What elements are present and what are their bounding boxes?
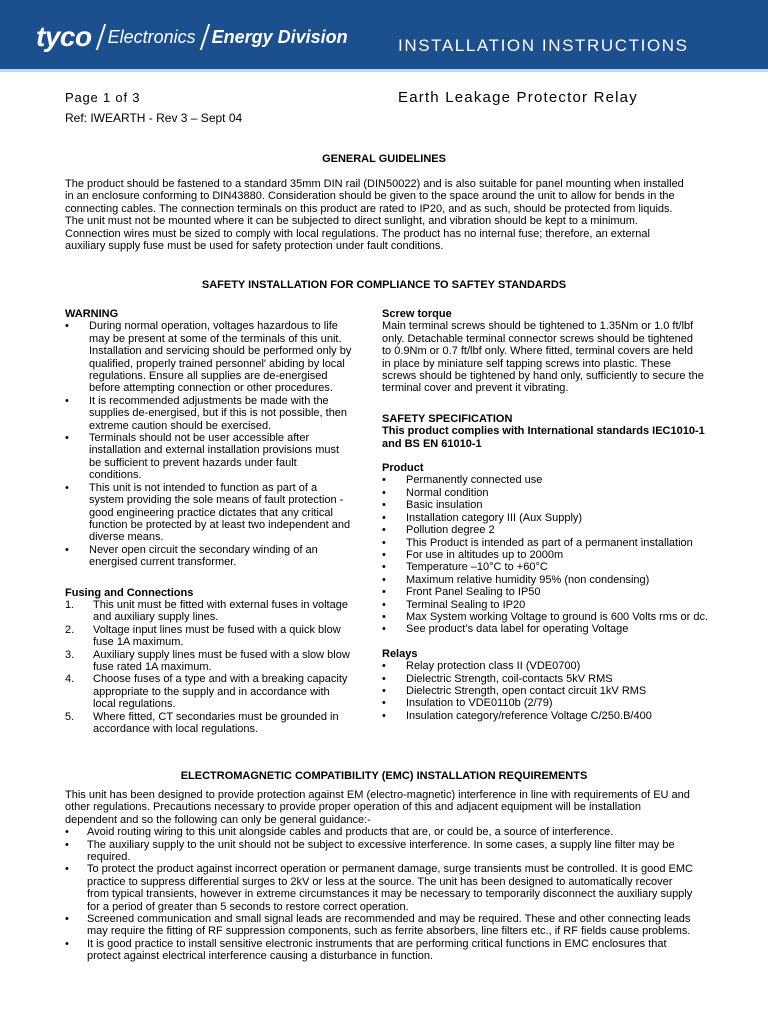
text-line: • Never open circuit the secondary winding of an — [89, 543, 318, 556]
list-number: 3. — [65, 648, 75, 661]
list-item: • Permanently connected use — [382, 474, 727, 486]
text-line: in place by miniature self tapping screws into plastic. These — [382, 357, 671, 370]
product-heading: Product — [382, 462, 424, 475]
text-line: • It is good practice to install sensitive electronic instruments that are performing critical functions in EMC enclosures that — [87, 937, 667, 950]
text-line: to 0.9Nm or 0.7 ft/lbf only. Where fitted, terminal covers are held — [382, 345, 693, 358]
screw-torque-text — [382, 320, 727, 394]
list-item — [65, 913, 725, 938]
text-line: from typical transients, however in extreme circumstances it may be necessary to temporarily disconnect the auxiliary supply — [87, 888, 693, 901]
list-item — [65, 544, 365, 569]
list-item — [65, 863, 725, 913]
list-item: • Installation category III (Aux Supply) — [382, 512, 727, 524]
general-guidelines-heading: GENERAL GUIDELINES — [322, 153, 446, 165]
safety-spec-standards: and BS EN 61010-1 — [382, 437, 482, 450]
list-number: 2. — [65, 623, 75, 636]
text-line: The product should be fastened to a standard 35mm DIN rail (DIN50022) and is also suitable for panel mounting when installed — [65, 178, 684, 190]
text-line: before attempting connection or other procedures. — [89, 382, 333, 395]
text-line: • During normal operation, voltages hazardous to life — [89, 320, 338, 333]
warning-list — [65, 320, 365, 568]
text-line: screws should be tightened by hand only, sufficiently to secure the — [382, 370, 704, 383]
page-header — [0, 0, 768, 72]
list-item: • Normal condition — [382, 487, 727, 499]
screw-torque-heading: Screw torque — [382, 308, 452, 320]
text-line: qualified, properly trained personnel' abiding by local — [89, 357, 345, 370]
list-number: 5. — [65, 710, 75, 723]
list-item: • Relay protection class II (VDE0700) — [382, 660, 727, 672]
safety-spec-heading: SAFETY SPECIFICATION — [382, 412, 513, 425]
relays-heading: Relays — [382, 647, 418, 660]
list-item — [65, 320, 365, 394]
list-item — [65, 432, 365, 482]
logo-electronics: Electronics — [107, 26, 196, 47]
text-line: for a period of greater than 5 seconds to restore correct operation. — [87, 900, 409, 913]
emc-text — [65, 789, 725, 963]
text-line: regulations. Ensure all supplies are de-energised — [89, 370, 328, 383]
warning-heading: WARNING — [65, 308, 119, 320]
list-item: • Max System working Voltage to ground is 600 Volts rms or dc. — [382, 611, 727, 623]
list-item: • See product’s data label for operating Voltage — [382, 623, 727, 635]
product-list — [382, 474, 727, 635]
text-line: fuse 1A maximum. — [93, 636, 184, 649]
text-line: accordance with local regulations. — [93, 723, 259, 735]
text-line: Connection wires must be sized to comply with local regulations. The product has no internal fuse; therefore, an external — [65, 227, 650, 240]
list-number: 4. — [65, 673, 75, 686]
list-item — [65, 673, 365, 710]
list-item: • This Product is intended as part of a permanent installation — [382, 537, 727, 549]
list-number: 1. — [65, 598, 75, 611]
text-line: This unit must be fitted with external fuses in voltage — [93, 598, 348, 611]
page-number: Page 1 of 3 — [65, 90, 141, 105]
text-line: good engineering practice dictates that any critical — [89, 506, 333, 519]
text-line: function be protected by at least two independent and — [89, 518, 351, 531]
text-line: Installation and servicing should be performed only by — [89, 345, 352, 358]
fusing-list — [65, 599, 365, 735]
relays-list — [382, 660, 727, 722]
text-line: • This unit is not intended to function as part of a — [89, 481, 318, 494]
list-item — [65, 395, 365, 432]
list-item: • Insulation to VDE0110b (2/79) — [382, 697, 727, 709]
text-line: appropriate to the supply and in accordance with — [93, 685, 330, 698]
text-line: • Avoid routing wiring to this unit alongside cables and products that are, or could be, a source of interference. — [87, 826, 614, 839]
text-line: Voltage input lines must be fused with a quick blow — [93, 623, 341, 636]
text-line: • The auxiliary supply to the unit should not be subject to excessive interference. In some cases, a supply line filter may be — [87, 838, 675, 851]
company-logo — [36, 22, 348, 52]
text-line: auxiliary supply fuse must be used for safety protection under fault conditions. — [65, 240, 444, 253]
text-line: required. — [87, 851, 131, 864]
text-line: This unit has been designed to provide protection against EM (electro-magnetic) interference in line with requirements of EU and — [65, 789, 690, 801]
text-line: system providing the sole means of fault protection - — [89, 494, 344, 507]
text-line: Choose fuses of a type and with a breaking capacity — [93, 673, 348, 686]
list-item — [65, 839, 725, 864]
list-item: • Dielectric Strength, coil-contacts 5kV RMS — [382, 673, 727, 685]
header-title: INSTALLATION INSTRUCTIONS — [398, 36, 689, 55]
text-line: • Terminals should not be user accessible after — [89, 432, 310, 445]
text-line: protect against electrical interference causing a disturbance in function. — [87, 950, 434, 963]
general-guidelines-text — [65, 178, 725, 252]
text-line: connecting cables. The connection terminals on this product are rated to IP20, and as such, should be protected from liquids. — [65, 202, 673, 215]
text-line: terminal cover and prevent it vibrating. — [382, 382, 569, 395]
text-line: in an enclosure conforming to DIN43880. Consideration should be given to the space around the unit to allow for bends in the — [65, 190, 675, 203]
text-line: • To protect the product against incorrect operation or permanent damage, surge transients must be controlled. It is good EMC — [87, 863, 693, 876]
list-item: • Maximum relative humidity 95% (non condensing) — [382, 574, 727, 586]
list-item: • Temperature –10°C to +60°C — [382, 561, 727, 573]
text-line: supplies de-energised, but if this is not possible, then — [89, 407, 348, 420]
text-line: dependent and so the following can only be general guidance:- — [65, 813, 371, 826]
emc-list — [65, 826, 725, 962]
text-line: may be present at some of the terminals of this unit. — [89, 332, 342, 345]
emc-heading: ELECTROMAGNETIC COMPATIBILITY (EMC) INSTALLATION REQUIREMENTS — [180, 770, 588, 782]
list-item: • Terminal Sealing to IP20 — [382, 599, 727, 611]
list-item: • Front Panel Sealing to IP50 — [382, 586, 727, 598]
text-line: be sufficient to prevent hazards under fault — [89, 456, 297, 469]
list-item: • Dielectric Strength, open contact circuit 1kV RMS — [382, 685, 727, 697]
list-item — [65, 482, 365, 544]
logo-divider — [95, 24, 105, 50]
text-line: and auxiliary supply lines. — [93, 611, 219, 624]
text-line: fuse rated 1A maximum. — [93, 660, 212, 673]
list-item — [65, 826, 725, 838]
list-item — [65, 938, 725, 963]
text-line: other regulations. Precautions necessary to provide proper operation of this and adjacent equipment will be installation — [65, 801, 642, 814]
list-item — [65, 624, 365, 649]
text-line: only. Detachable terminal connector screws should be tightened — [382, 332, 694, 345]
list-item: • For use in altitudes up to 2000m — [382, 549, 727, 561]
safety-heading: SAFETY INSTALLATION FOR COMPLIANCE TO SAFTEY STANDARDS — [201, 279, 567, 291]
text-line: may require the fitting of RF suppression components, such as ferrite absorbers, line filters etc., if RF fields cause problems. — [87, 925, 691, 938]
list-item: • Pollution degree 2 — [382, 524, 727, 536]
document-title: Earth Leakage Protector Relay — [398, 89, 638, 106]
list-item — [65, 711, 365, 736]
text-line: Where fitted, CT secondaries must be grounded in — [93, 710, 339, 723]
text-line: The unit must not be mounted where it can be subjected to direct sunlight, and vibration should be kept to a minimum. — [65, 215, 638, 228]
list-item: • Basic insulation — [382, 499, 727, 511]
logo-division: Energy Division — [211, 26, 348, 47]
list-item: • Insulation category/reference Voltage C/250.B/400 — [382, 710, 727, 722]
text-line: extreme caution should be exercised. — [89, 419, 272, 432]
text-line: installation and external installation provisions must — [89, 444, 340, 457]
fusing-heading: Fusing and Connections — [65, 586, 194, 599]
text-line: conditions. — [89, 469, 142, 482]
safety-spec-standards: This product complies with International standards IEC1010-1 — [382, 425, 705, 438]
text-line: diverse means. — [89, 531, 164, 544]
document-reference: Ref: IWEARTH - Rev 3 – Sept 04 — [65, 111, 243, 125]
list-item — [65, 649, 365, 674]
text-line: Auxiliary supply lines must be fused with a slow blow — [93, 648, 350, 661]
text-line: Main terminal screws should be tightened to 1.35Nm or 1.0 ft/lbf — [382, 320, 694, 333]
logo-brand: tyco — [36, 21, 92, 52]
text-line: • Screened communication and small signal leads are recommended and may be required. These and other connecting leads — [87, 913, 691, 926]
text-line: local regulations. — [93, 698, 176, 711]
text-line: energised current transformer. — [89, 556, 237, 569]
text-line: practice to suppress differential surges to 2kV or less at the source. The unit has been designed to automatically recover — [87, 875, 673, 888]
logo-divider — [199, 24, 209, 50]
text-line: • It is recommended adjustments be made with the — [89, 394, 329, 407]
left-column — [65, 308, 365, 735]
list-item — [65, 599, 365, 624]
right-column — [382, 308, 727, 722]
